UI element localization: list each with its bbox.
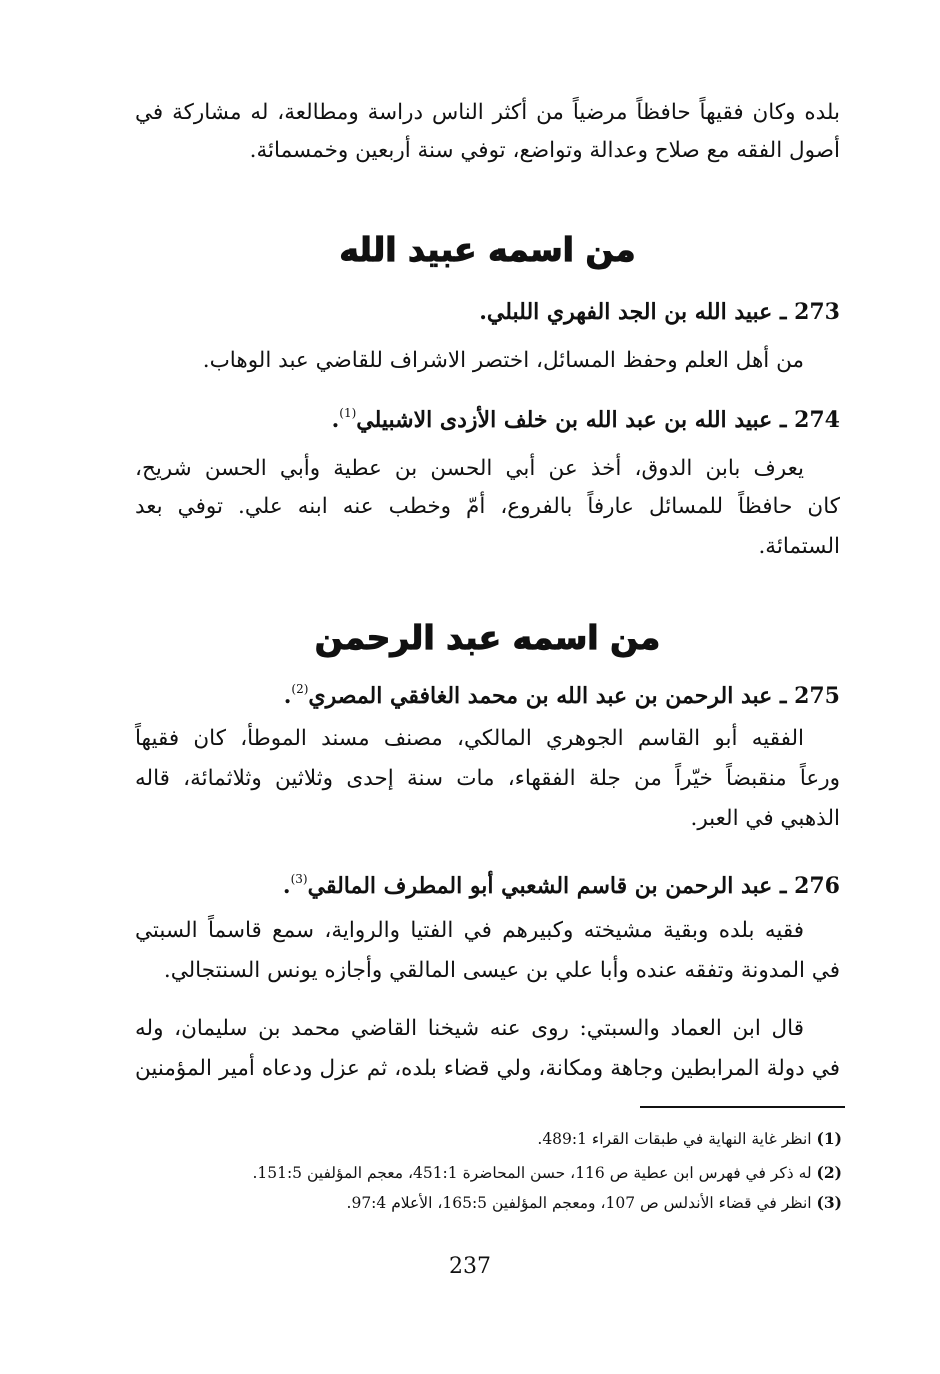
entry-title-275	[284, 672, 840, 713]
entry-number: 275	[794, 683, 840, 709]
entry-name: ـ عبيد الله بن الجد الفهري اللبلي.	[479, 299, 787, 325]
entry-name-end: .	[283, 683, 292, 709]
footnote-3	[347, 1190, 842, 1216]
text-line: الذهبي في العبر.	[690, 806, 840, 831]
footnote-1	[537, 1126, 842, 1152]
text-line: فقيه بلده وبقية مشيخته وكبيرهم في الفتيا والرواية، سمع قاسماً السبتي	[135, 918, 804, 943]
footnote-text: له ذكر في فهرس ابن عطية ص 116، حسن المحاضرة 451:1، معجم المؤلفين 151:5.	[252, 1164, 812, 1182]
text-line: في المدونة وتفقه عنده وأبا علي بن عيسى المالقي وأجازه يونس السنتجالي.	[163, 958, 840, 983]
page-number: 237	[449, 1254, 491, 1279]
text-line: قال ابن العماد والسبتي: روى عنه شيخنا القاضي محمد بن سليمان، وله	[135, 1016, 804, 1041]
text-line: الستمائة.	[758, 534, 840, 559]
footnote-separator	[640, 1106, 845, 1108]
entry-name: ـ عبد الرحمن بن عبد الله بن محمد الغافقي المصري	[308, 683, 787, 709]
text-line: من أهل العلم وحفظ المسائل، اختصر الاشراف للقاضي عبد الوهاب.	[202, 348, 804, 373]
section-heading: من اسمه عبيد الله	[339, 230, 636, 269]
intro-paragraph	[135, 96, 840, 176]
entry-number: 273	[794, 299, 840, 325]
entry-number: 274	[794, 407, 840, 433]
footnote-ref: (3)	[290, 872, 308, 886]
entry-name: ـ عبيد الله بن عبد الله بن خلف الأزدى الاشبيلي	[356, 407, 787, 433]
entry-title-274	[332, 396, 840, 437]
footnote-number: (2)	[816, 1163, 842, 1182]
text-line: ورعاً منقبضاً خيّراً من جلة الفقهاء، مات سنة إحدى وثلاثين وثلاثمائة، قاله	[135, 766, 840, 791]
entry-name-end: .	[282, 873, 291, 899]
text-line: في دولة المرابطين وجاهة ومكانة، ولي قضاء بلده، ثم عزل ودعاه أمير المؤمنين	[135, 1056, 840, 1081]
text-line: الفقيه أبو القاسم الجوهري المالكي، مصنف مسند الموطأ، كان فقيهاً	[135, 726, 804, 751]
entry-name: ـ عبد الرحمن بن قاسم الشعبي أبو المطرف المالقي	[307, 873, 787, 899]
entry-name-end: .	[331, 407, 340, 433]
text-line: أصول الفقه مع صلاح وعدالة وتواضع، توفي سنة أربعين وخمسمائة.	[249, 138, 840, 163]
entry-title-273	[479, 295, 840, 329]
footnote-ref: (1)	[339, 406, 357, 420]
text-line: يعرف بابن الدوق، أخذ عن أبي الحسن بن عطية وأبي الحسن شريح،	[135, 456, 804, 481]
footnote-text: انظر في قضاء الأندلس ص 107، ومعجم المؤلفين 165:5، الأعلام 97:4.	[346, 1194, 812, 1212]
entry-number: 276	[794, 873, 840, 899]
entry-title-276	[283, 862, 840, 903]
footnote-ref: (2)	[291, 682, 309, 696]
text-line: كان حافظاً للمسائل عارفاً بالفروع، أمّ وخطب عنه ابنه علي. توفي بعد	[135, 494, 840, 519]
footnote-text: انظر غاية النهاية في طبقات القراء 489:1.	[537, 1130, 812, 1148]
footnote-number: (1)	[816, 1129, 842, 1148]
footnote-number: (3)	[816, 1193, 842, 1212]
text-line: بلده وكان فقيهاً حافظاً مرضياً من أكثر الناس دراسة ومطالعة، له مشاركة في	[135, 100, 840, 125]
footnote-2	[252, 1160, 842, 1186]
section-heading: من اسمه عبد الرحمن	[314, 618, 661, 657]
